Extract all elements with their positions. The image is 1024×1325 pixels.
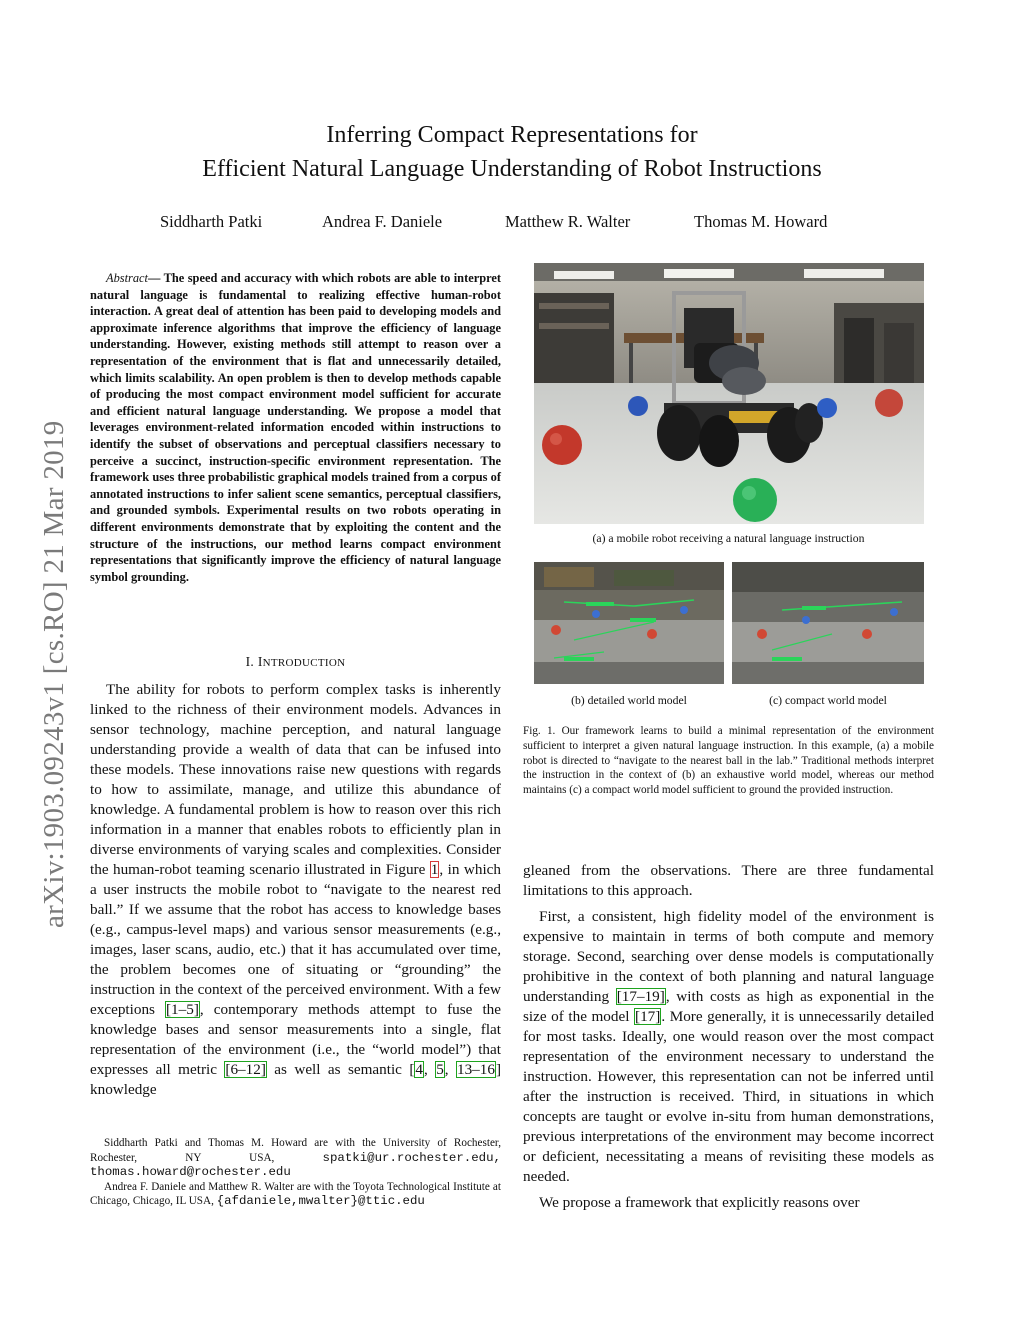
figure-1a-caption: (a) a mobile robot receiving a natural language instruction bbox=[592, 532, 865, 545]
section-title-rest: NTRODUCTION bbox=[262, 657, 346, 669]
paragraph-text: ] knowledge bbox=[90, 1061, 502, 1098]
figure-ref-link[interactable]: 1 bbox=[430, 861, 439, 878]
paragraph-text: First, a consistent, high fidelity model of the environment is expensive to maintain in terms of both compute and memory storage. Second, searching over dense models is computationally prohibitive in the context of both planning and natural language understanding bbox=[523, 908, 934, 1005]
intro-paragraph-4: We propose a framework that explicitly reasons over bbox=[539, 1194, 860, 1211]
paper-title bbox=[0, 118, 1024, 186]
figure-1b-caption: (b) detailed world model bbox=[571, 694, 687, 707]
footnote-text: Andrea F. Daniele and Matthew R. Walter are with the Toyota Technological Institute at Chicago, Chicago, IL USA, bbox=[90, 1180, 501, 1208]
figure-1c-compact-world-model bbox=[732, 562, 924, 684]
email-link[interactable]: spatki@ur.rochester.edu, bbox=[322, 1150, 501, 1165]
figure-1-caption: Fig. 1. Our framework learns to build a minimal representation of the environment sufficient to interpret a given natural language instruction. In this example, (a) a mobile robot is directed to “navigate to the nearest ball in the lab.” Traditional methods interpret the instruction in the context of (b) an exhaustive world model, whereas our method maintains (c) a compact world model sufficient to ground the provided instruction. bbox=[523, 725, 934, 797]
paragraph-text: The ability for robots to perform complex tasks is inherently linked to the richness of their environment models. Advances in sensor technology, machine perception, and natural language understanding provide a wealth of data that can be infused into these models. These innovations raise new questions with regards to how to assimilate, manage, and utilize this abundance of knowledge. A fundamental problem is how to reason over this rich information in a manner that enables robots to efficiently plan in diverse environments of varying scales and complexities. Consider the human-robot teaming scenario illustrated in Figure bbox=[90, 681, 501, 878]
citation-link[interactable]: [17–19] bbox=[616, 988, 665, 1005]
figure-1b-detailed-world-model bbox=[534, 562, 724, 684]
paragraph-text: . More generally, it is unnecessarily detailed for most tasks. Ideally, one would reason over the most compact representation of the environment necessary to understand the instruction. However, this representation can not be inferred until after the instruction is received. Third, in situations in which concepts are taught or evolve in-situ from human demonstrations, previous interpretations of the environment may become incorrect or deficient, necessitating a means of revisiting these models as needed. bbox=[523, 1008, 934, 1185]
citation-link[interactable]: 4 bbox=[415, 1061, 423, 1078]
abstract-label: Abstract bbox=[106, 271, 148, 285]
figure-1c-caption: (c) compact world model bbox=[769, 694, 887, 707]
author-name: Matthew R. Walter bbox=[505, 212, 631, 231]
intro-paragraph-3 bbox=[523, 907, 934, 1187]
author-name: Andrea F. Daniele bbox=[322, 212, 443, 231]
paragraph-text: , contemporary methods attempt to fuse the knowledge bases and sensor measurements into a single, flat representation of the environment (i.e., the “world model”) that expresses all metric bbox=[90, 1001, 501, 1078]
title-line-1: Inferring Compact Representations for bbox=[326, 122, 698, 148]
intro-paragraph-2: gleaned from the observations. There are three fundamental limitations to this approach. bbox=[523, 862, 934, 899]
citation-link[interactable]: 5 bbox=[436, 1061, 444, 1078]
paragraph-text: , in which a user instructs the mobile robot to “navigate to the nearest red ball.” If we assume that the robot has access to knowledge bases (e.g., campus-level maps) and various sensor measurements (e.g., images, laser scans, audio, etc.) that it has accumulated over time, the problem becomes one of situating or “grounding” the instruction in the context of the perceived environment. With a few exceptions bbox=[90, 861, 501, 1018]
paragraph-text: , bbox=[444, 1061, 456, 1078]
citation-link[interactable]: [17] bbox=[635, 1008, 661, 1025]
author-name: Siddharth Patki bbox=[160, 212, 263, 231]
section-numeral: I. bbox=[245, 654, 255, 669]
title-line-2: Efficient Natural Language Understanding of Robot Instructions bbox=[202, 156, 822, 182]
intro-paragraph-1 bbox=[90, 680, 501, 1100]
section-title-first: I bbox=[257, 654, 263, 669]
figure-1a-robot-photo bbox=[534, 263, 924, 524]
citation-link[interactable]: 13–16 bbox=[456, 1061, 495, 1078]
arxiv-identifier: arXiv:1903.09243v1 [cs.RO] 21 Mar 2019 bbox=[38, 420, 70, 928]
paragraph-text: as well as semantic [ bbox=[266, 1061, 415, 1078]
abstract-dash: — bbox=[148, 271, 161, 285]
email-link[interactable]: {afdaniele,mwalter}@ttic.edu bbox=[216, 1194, 425, 1209]
paragraph-text: , with costs as high as exponential in the size of the model bbox=[523, 988, 934, 1025]
affiliation-footnote bbox=[90, 1136, 501, 1209]
citation-link[interactable]: [1–5] bbox=[166, 1001, 199, 1018]
intro-right-column bbox=[523, 861, 934, 1213]
citation-link[interactable]: [6–12] bbox=[225, 1061, 266, 1078]
abstract bbox=[90, 270, 501, 585]
author-name: Thomas M. Howard bbox=[694, 212, 828, 231]
email-link[interactable]: thomas.howard@rochester.edu bbox=[90, 1165, 291, 1180]
paragraph-text: , bbox=[423, 1061, 436, 1078]
section-heading-introduction bbox=[90, 654, 501, 670]
footnote-text: Siddharth Patki and Thomas M. Howard are with the University of Rochester, Rochester, NY USA, bbox=[90, 1137, 501, 1164]
abstract-text: The speed and accuracy with which robots are able to interpret natural language is fundamental to realizing effective human-robot interaction. A great deal of attention has been paid to developing models and approximate inference algorithms that improve the efficiency of language understanding. However, existing methods still attempt to reason over a representation of the environment that is flat and unnecessarily detailed, which limits scalability. An open problem is then to develop methods capable of producing the most compact environment model sufficient for accurate and efficient natural language understanding. We propose a model that leverages environment-related information encoded within instructions to identify the subset of observations and perceptual classifiers necessary to perceive a succinct, instruction-specific environment representation. The framework uses three probabilistic graphical models trained from a corpus of annotated instructions to infer salient scene semantics, perceptual classifiers, and grounded symbols. Experimental results on two robots operating in different environments demonstrate that by exploiting the content and the structure of the instructions, our method learns compact environment representations that significantly improve the efficiency of natural language symbol grounding. bbox=[90, 271, 501, 584]
